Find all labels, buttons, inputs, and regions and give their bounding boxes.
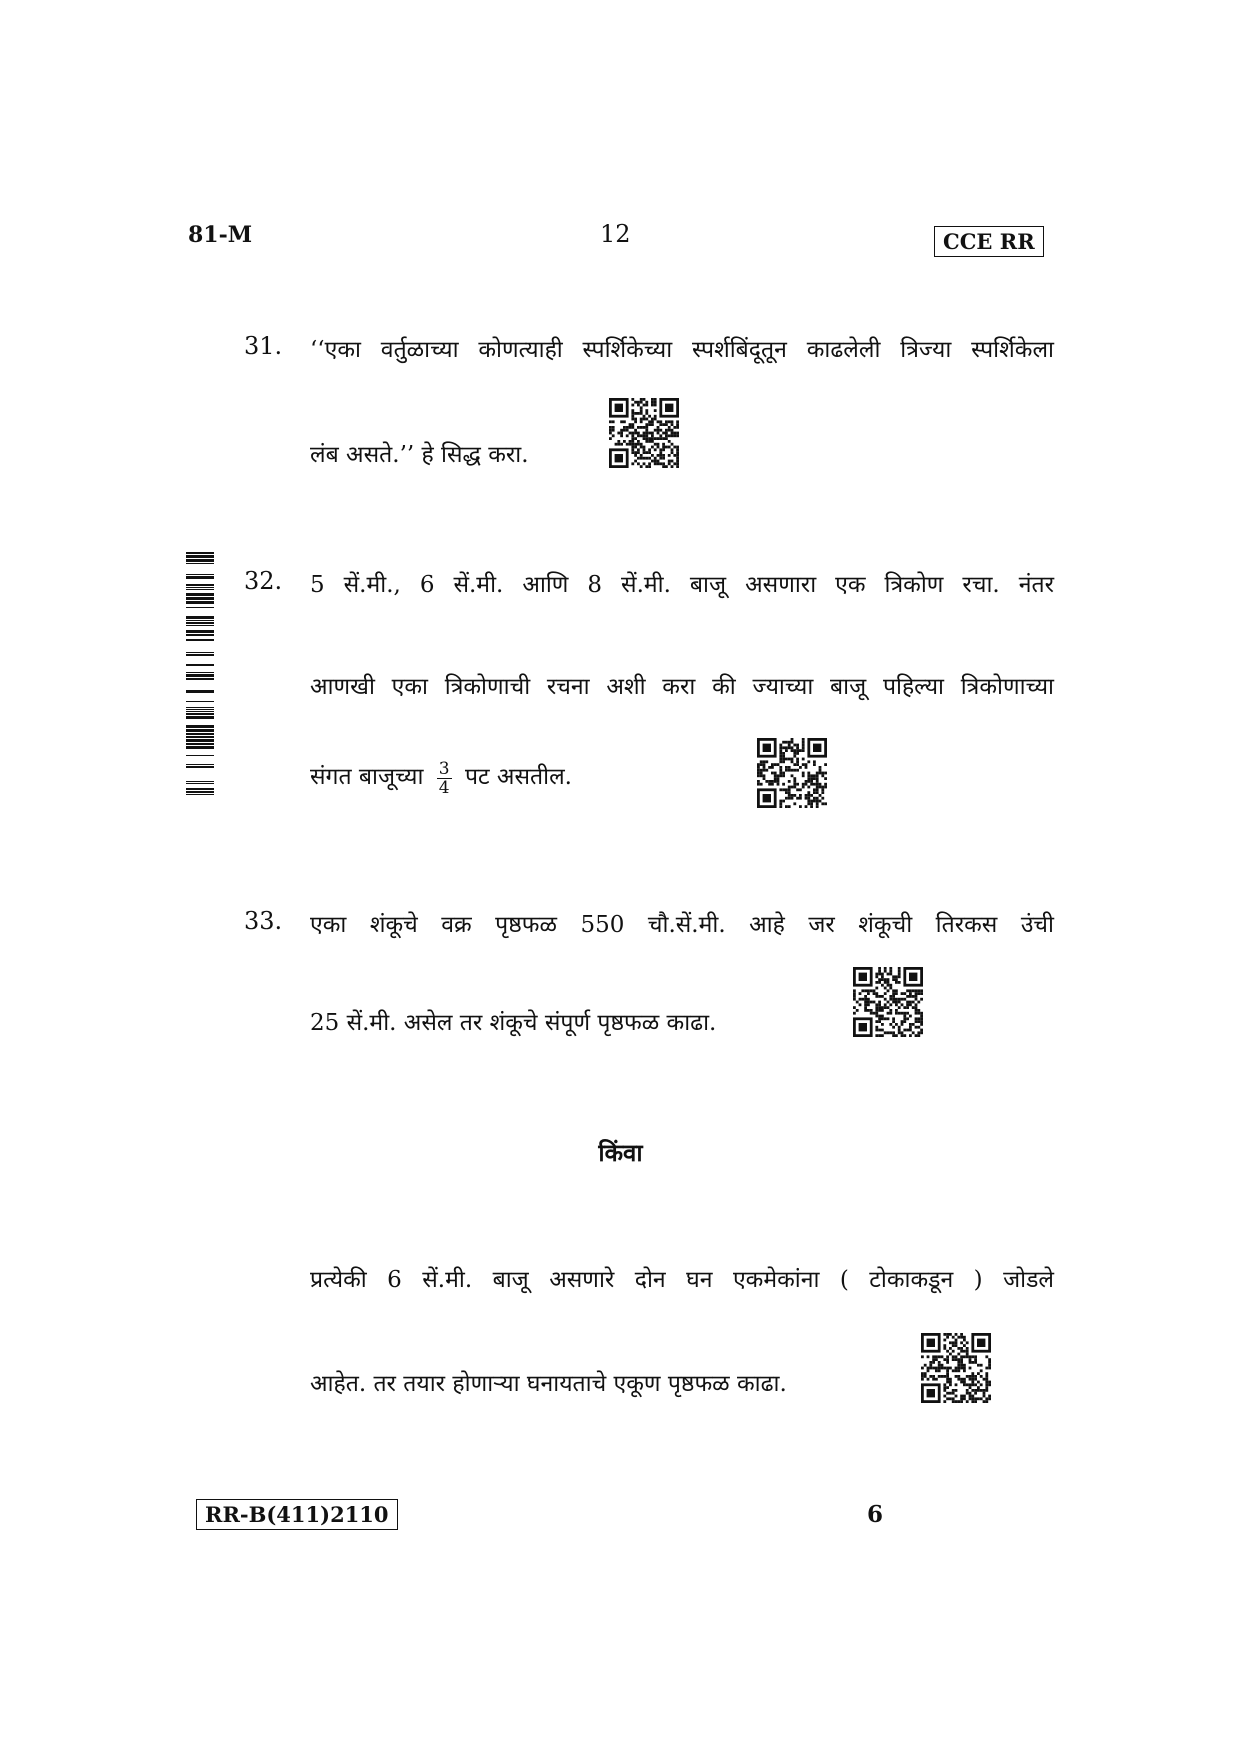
qr-code-icon [609, 398, 679, 468]
qr-code-icon [853, 967, 923, 1037]
barcode-image [186, 549, 214, 795]
question-32-line-1: 5 सें.मी., 6 सें.मी. आणि 8 सें.मी. बाजू असणारा एक त्रिकोण रचा. नंतर [310, 572, 1054, 598]
qr-code-icon [757, 738, 827, 808]
qr-code-icon [921, 1333, 991, 1403]
question-31-line-1: ‘‘एका वर्तुळाच्या कोणत्याही स्पर्शिकेच्या स्पर्शबिंदूतून काढलेली त्रिज्या स्पर्शिकेला [310, 337, 1054, 363]
question-33-line-2: 25 सें.मी. असेल तर शंकूचे संपूर्ण पृष्ठफळ काढा. [310, 1010, 717, 1036]
question-31-line-2: लंब असते.’’ हे सिद्ध करा. [310, 442, 529, 468]
or-label: किंवा [598, 1138, 643, 1167]
question-33-line-1: एका शंकूचे वक्र पृष्ठफळ 550 चौ.सें.मी. आहे जर शंकूची तिरकस उंची [310, 912, 1054, 938]
alternative-line-1: प्रत्येकी 6 सें.मी. बाजू असणारे दोन घन एकमेकांना ( टोकाकडून ) जोडले [310, 1267, 1054, 1293]
sheet-number: 6 [867, 1501, 884, 1528]
fraction-denominator: 4 [438, 777, 450, 798]
question-33-number: 33. [244, 907, 283, 935]
question-32-line-3-before: संगत बाजूच्या [310, 764, 424, 790]
question-32-number: 32. [244, 567, 283, 595]
series-badge: CCE RR [934, 226, 1044, 257]
paper-code: 81-M [188, 222, 253, 248]
footer-code: RR-B(411)2110 [196, 1499, 398, 1530]
fraction-numerator: 3 [438, 758, 450, 779]
page-number: 12 [600, 220, 631, 248]
question-31-number: 31. [244, 332, 283, 360]
question-32-line-2: आणखी एका त्रिकोणाची रचना अशी करा की ज्याच्या बाजू पहिल्या त्रिकोणाच्या [310, 674, 1054, 700]
alternative-line-2: आहेत. तर तयार होणाऱ्या घनायताचे एकूण पृष्ठफळ काढा. [310, 1371, 787, 1397]
fraction [437, 760, 452, 797]
question-32-line-3 [310, 759, 572, 797]
question-32-line-3-after: पट असतील. [464, 764, 572, 790]
